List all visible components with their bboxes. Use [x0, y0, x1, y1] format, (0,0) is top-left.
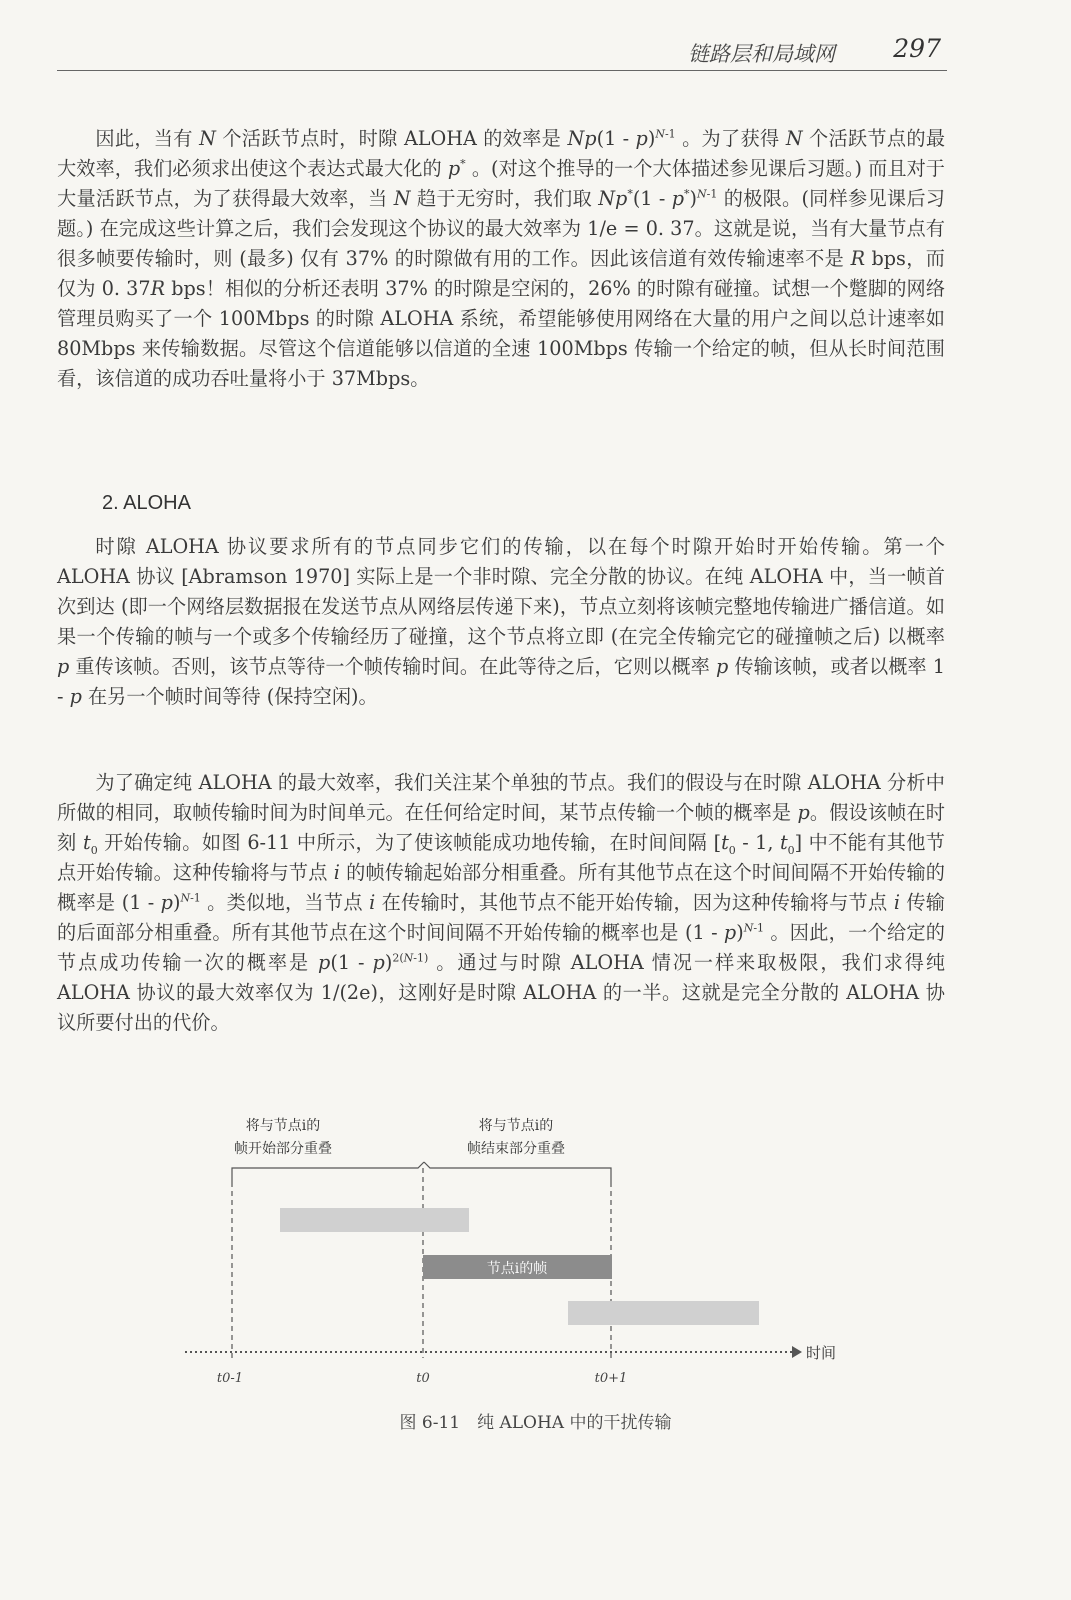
bar-overlap-start — [280, 1208, 469, 1232]
brackets — [232, 1162, 611, 1182]
running-title: 链路层和局域网 — [688, 42, 835, 66]
figure-interfering-transmissions — [170, 1110, 870, 1400]
bracket-left — [232, 1162, 424, 1182]
paragraph-pure-aloha-efficiency: 为了确定纯 ALOHA 的最大效率，我们关注某个单独的节点。我们的假设与在时隙 ALOHA 分析中所做的相同，取帧传输时间为时间单元。在任何给定时间，某节点传输一个帧的概率是 p。假设该帧在时刻 $t_0$ 开始传输。如图 6-11 中所示，为了使该帧能成功地传输，在时间间隔 [$t_0 - 1$, $t_0$] 中不能有其他节点开始传输。这种传输将与节点 i 的帧传输起始部分相重叠。所有其他节点在这个时间间隔不开始传输的概率是 (1 - p)$^{N-1}$ 。类似地，当节点 i 在传输时，其他节点不能开始传输，因为这种传输将与节点 i 传输的后面部分相重叠。所有其他节点在这个时间间隔不开始传输的概率也是 (1 - p)$^{N-1}$ 。因此，一个给定的节点成功传输一次的概率是 p(1 - p)$^{2(N-1)}$ 。通过与时隙 ALOHA 情况一样来取极限，我们求得纯 ALOHA 协议的最大效率仅为 1/(2e)，这刚好是时隙 ALOHA 的一半。这就是完全分散的 ALOHA 协议所要付出的代价。 — [57, 771, 946, 1034]
paragraph-pure-aloha-description: 时隙 ALOHA 协议要求所有的节点同步它们的传输，以在每个时隙开始时开始传输。第一个 ALOHA 协议 [Abramson 1970] 实际上是一个非时隙、完全分散的协议。在纯 ALOHA 中，当一帧首次到达 (即一个网络层数据报在发送节点从网络层传递下来)，节点立刻将该帧完整地传输进广播信道。如果一个传输的帧与一个或多个传输经历了碰撞，这个节点将立即 (在完全传输完它的碰撞帧之后) 以概率 p 重传该帧。否则，该节点等待一个帧传输时间。在此等待之后，它则以概率 p 传输该帧，或者以概率 1 - p 在另一个帧时间等待 (保持空闲)。 — [57, 535, 946, 708]
bracket-right — [424, 1162, 611, 1182]
time-axis-label: 时间 — [806, 1344, 837, 1362]
tick-t0: t0 — [416, 1371, 430, 1386]
label-overlap-end-line2: 帧结束部分重叠 — [467, 1141, 565, 1157]
label-overlap-start-line1: 将与节点i的 — [245, 1118, 321, 1134]
label-overlap-end-line1: 将与节点i的 — [478, 1118, 554, 1134]
paragraph-slotted-aloha-efficiency: 因此，当有 N 个活跃节点时，时隙 ALOHA 的效率是 Np(1 - p)$^{N-1}$ 。为了获得 N 个活跃节点的最大效率，我们必须求出使这个表达式最大化的 p* 。(对这个推导的一个大体描述参见课后习题。) 而且对于大量活跃节点，为了获得最大效率，当 N 趋于无穷时，我们取 Np*(1 - p*)$^{N-1}$ 的极限。(同样参见课后习题。) 在完成这些计算之后，我们会发现这个协议的最大效率为 1/e = 0. 37。这就是说，当有大量节点有很多帧要传输时，则 (最多) 仅有 37% 的时隙做有用的工作。因此该信道有效传输速率不是 R bps，而仅为 0. 37R bps！相似的分析还表明 37% 的时隙是空闲的，26% 的时隙有碰撞。试想一个蹩脚的网络管理员购买了一个 100Mbps 的时隙 ALOHA 系统，希望能够使用网络在大量的用户之间以总计速率如 80Mbps 来传输数据。尽管这个信道能够以信道的全速 100Mbps 传输一个给定的帧，但从长时间范围看，该信道的成功吞吐量将小于 37Mbps。 — [57, 127, 946, 390]
bar-overlap-end — [568, 1301, 759, 1325]
time-axis-arrow — [792, 1346, 802, 1358]
frame-label: 节点i的帧 — [486, 1261, 548, 1277]
tick-t0-plus-1: t0+1 — [594, 1371, 628, 1386]
page-header — [57, 30, 947, 71]
label-overlap-start-line2: 帧开始部分重叠 — [234, 1141, 332, 1157]
section-heading: 2. ALOHA — [102, 492, 191, 514]
page-number: 297 — [893, 34, 941, 63]
figure-caption: 图 6-11 纯 ALOHA 中的干扰传输 — [399, 1413, 672, 1433]
tick-t0-minus-1: t0-1 — [216, 1371, 244, 1386]
